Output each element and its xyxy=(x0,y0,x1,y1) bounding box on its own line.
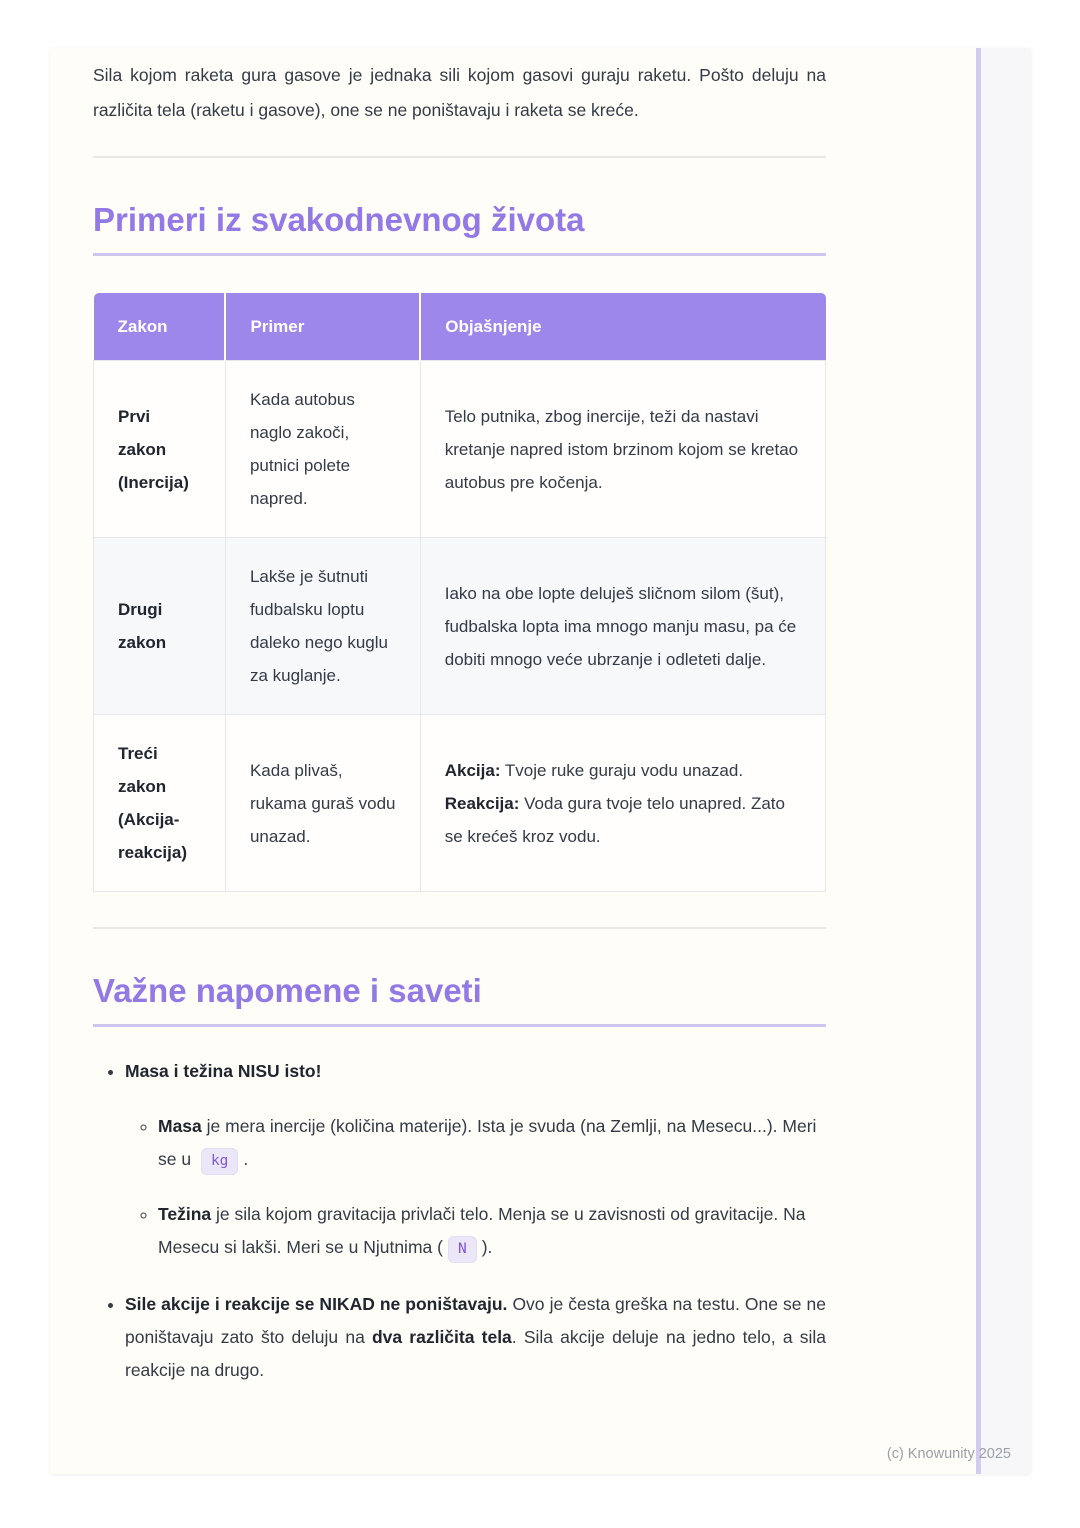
section-divider xyxy=(93,927,826,929)
cell-objasnjenje xyxy=(420,538,825,715)
cell-primer: Kada autobus naglo zakoči, putnici polete napred. xyxy=(225,361,420,538)
examples-table xyxy=(93,293,826,892)
masa-text: je mera inercije (količina materije). Ista je svuda (na Zemlji, na Mesecu...). Meri se u xyxy=(158,1116,817,1169)
table-row xyxy=(94,715,826,892)
list-item-masa-tezina xyxy=(125,1055,826,1264)
masa-bold: Masa xyxy=(158,1116,202,1136)
sile-bold-2: dva različita tela xyxy=(371,1327,512,1347)
sile-text-end: . Sila akcije deluje na jedno telo, a sila reakcije na drugo. xyxy=(125,1327,826,1380)
tezina-text: je sila kojom gravitacija privlači telo. Menja se u zavisnosti od gravitacije. Na Mesecu si lakši. Meri se u Njutnima ( xyxy=(158,1204,806,1257)
notes-list xyxy=(93,1055,826,1387)
notes-section-title: Važne napomene i saveti xyxy=(93,971,826,1027)
objasnjenje-text: Voda gura tvoje telo unapred. Zato se krećeš kroz vodu. xyxy=(444,793,785,846)
intro-paragraph: Sila kojom raketa gura gasove je jednaka sili kojom gasovi guraju raketu. Pošto deluju na različita tela (raketu i gasove), one se ne poništavaju i raketa se kreće. xyxy=(93,65,826,120)
list-item-masa xyxy=(158,1110,826,1176)
section-divider xyxy=(93,156,826,158)
table-row xyxy=(94,361,826,538)
cell-objasnjenje xyxy=(420,361,825,538)
unit-chip-kg: kg xyxy=(201,1148,238,1175)
objasnjenje-text: Tvoje ruke guraju vodu unazad. xyxy=(500,760,744,780)
page-content xyxy=(50,48,976,1474)
objasnjenje-text: Telo putnika, zbog inercije, teži da nastavi kretanje napred istom brzinom kojom se kretao autobus pre kočenja. xyxy=(444,406,799,492)
tezina-bold: Težina xyxy=(158,1204,212,1224)
unit-chip-n: N xyxy=(448,1236,477,1263)
tezina-text-end: ). xyxy=(481,1237,493,1257)
cell-objasnjenje xyxy=(420,715,825,892)
table-header-zakon: Zakon xyxy=(94,293,226,361)
footer-copyright: (c) Knowunity 2025 xyxy=(886,1446,1011,1462)
table-header-row xyxy=(94,293,826,361)
sile-bold: Sile akcije i reakcije se NIKAD ne poništavaju. xyxy=(125,1294,508,1314)
list-item-tezina xyxy=(158,1198,826,1264)
list-item-title: Masa i težina NISU isto! xyxy=(125,1061,322,1081)
table-row xyxy=(94,538,826,715)
table-header-primer: Primer xyxy=(225,293,420,361)
list-item-sile xyxy=(125,1288,826,1387)
masa-text-end: . xyxy=(243,1149,249,1169)
examples-section-title: Primeri iz svakodnevnog života xyxy=(93,200,826,256)
cell-zakon: Treći zakon (Akcija-reakcija) xyxy=(94,715,226,892)
page-right-margin xyxy=(981,48,1031,1474)
objasnjenje-bold: Reakcija: xyxy=(444,793,520,813)
cell-primer: Kada plivaš, rukama guraš vodu unazad. xyxy=(225,715,420,892)
objasnjenje-text: Iako na obe lopte deluješ sličnom silom (šut), fudbalska lopta ima mnogo manju masu, pa će dobiti mnogo veće ubrzanje i odleteti dalje. xyxy=(444,583,797,669)
document-page xyxy=(50,48,1031,1474)
notes-sublist xyxy=(125,1110,826,1264)
sile-text: Ovo je česta greška na testu. One se ne poništavaju zato što deluju na xyxy=(125,1294,826,1347)
cell-zakon: Drugi zakon xyxy=(94,538,226,715)
cell-zakon: Prvi zakon (Inercija) xyxy=(94,361,226,538)
table-header-objasnjenje: Objašnjenje xyxy=(420,293,825,361)
objasnjenje-bold: Akcija: xyxy=(444,760,501,780)
cell-primer: Lakše je šutnuti fudbalsku loptu daleko nego kuglu za kuglanje. xyxy=(225,538,420,715)
